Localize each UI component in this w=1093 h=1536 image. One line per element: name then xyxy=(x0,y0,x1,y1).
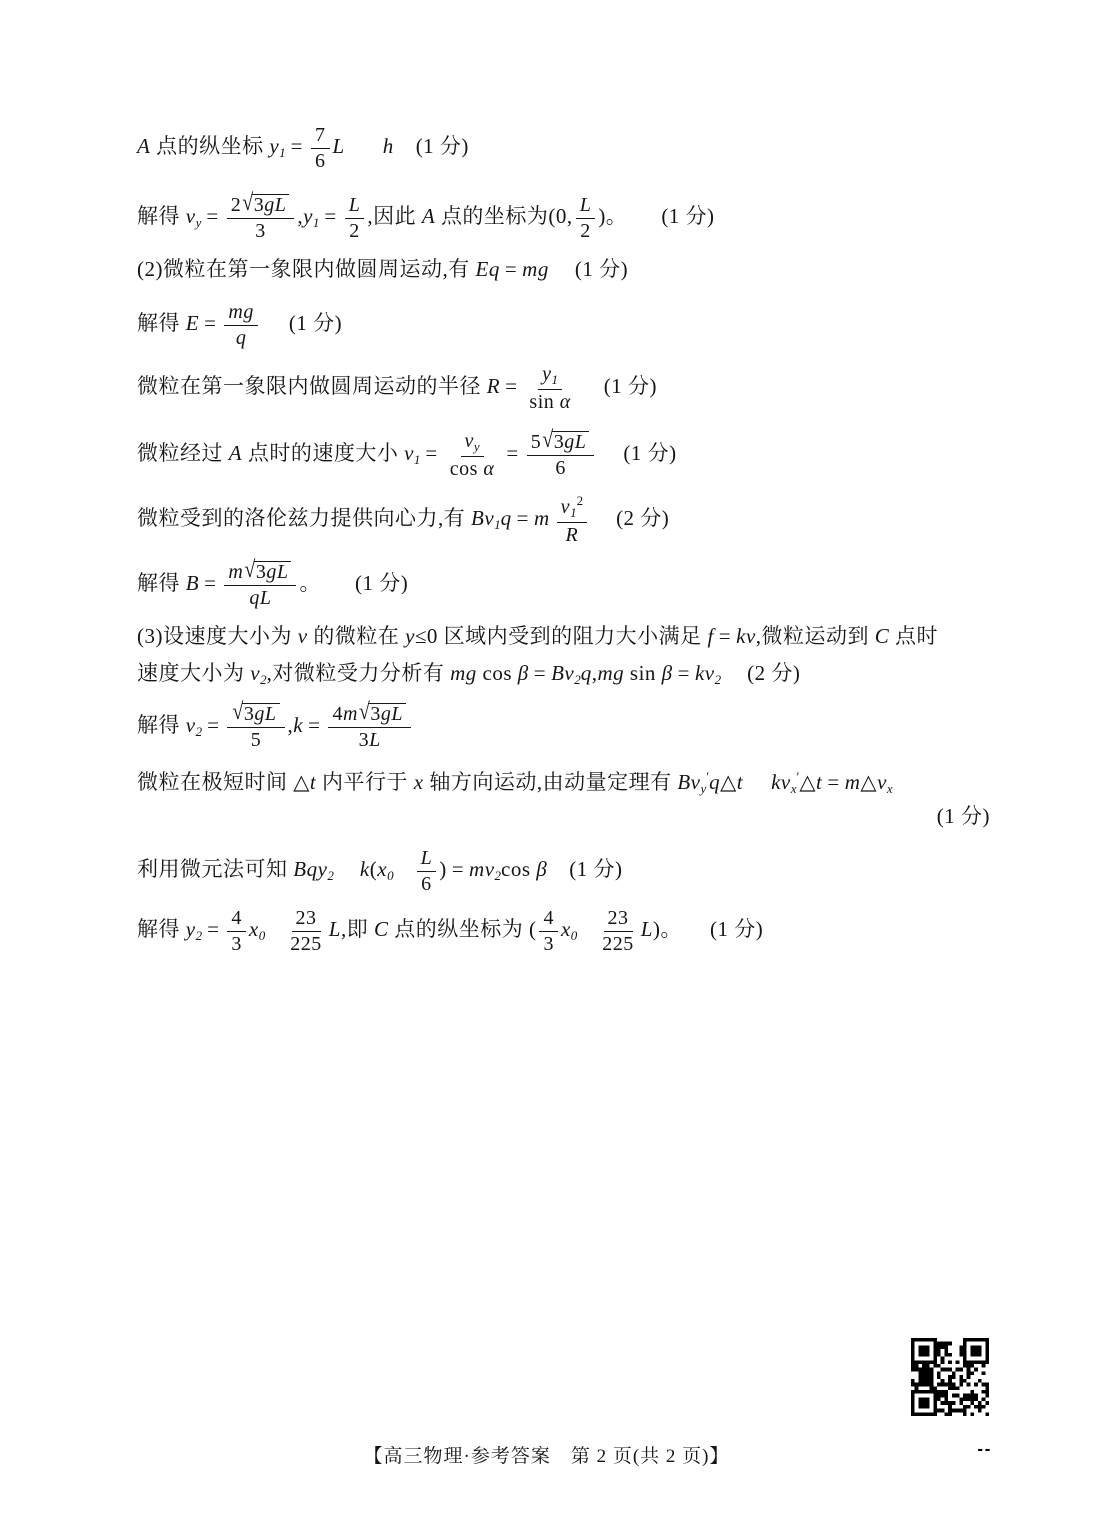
answer-line-14: 利用微元法可知 Bqy$_2$ $k(x_0$ $\frac{L}{6}$ ) = $mv_2\cos$ β (1 分) xyxy=(137,847,623,895)
radical-sign: √ xyxy=(242,190,254,217)
fraction: $\frac{L}{2}$ xyxy=(576,194,596,242)
fraction: $\frac{v_1^2}{R}$ xyxy=(557,494,587,546)
square-root: √3gL xyxy=(359,703,406,726)
page-footer: 【高三物理·参考答案 第 2 页(共 2 页)】 xyxy=(363,1446,730,1467)
fraction: $\frac{4m√3gL}{3L}$ xyxy=(328,703,411,751)
page-corner-mark: -- xyxy=(976,1442,991,1458)
fraction: $\frac{5√3gL}{6}$ xyxy=(527,431,595,479)
square-root: √3gL xyxy=(542,431,589,454)
radical-sign: √ xyxy=(244,557,256,584)
square-root: √3gL xyxy=(232,703,279,726)
answer-line-8: 解得 B = $\frac{m√3gL}{qL}$ 。 (1 分) xyxy=(137,557,409,609)
qr-code xyxy=(911,1338,989,1416)
answer-line-4: 解得 E = $\frac{mg}{q}$ (1 分) xyxy=(137,301,343,349)
radical-sign: √ xyxy=(358,699,371,726)
answer-line-13: (1 分) xyxy=(936,804,990,828)
fraction: $\frac{4}{3}$ xyxy=(227,907,246,955)
fraction: $\frac{m√3gL}{qL}$ xyxy=(224,561,296,609)
answer-line-5: 微粒在第一象限内做圆周运动的半径 R = $\frac{y_1}{\text{sin α}}$ (1 分) xyxy=(137,363,658,413)
answer-line-1: A 点的纵坐标 $y_1$ = $\frac{7}{6}$ L h (1 分) xyxy=(137,124,469,172)
answer-line-3: (2)微粒在第一象限内做圆周运动,有 Eq = mg (1 分) xyxy=(137,257,629,281)
fraction: $\frac{2√3gL}{3}$ xyxy=(227,194,295,242)
fraction: $\frac{23}{225}$ xyxy=(602,907,634,955)
radical-sign: √ xyxy=(232,699,244,726)
fraction: $\frac{23}{225}$ xyxy=(290,907,322,955)
answer-line-15: 解得 $y_2$ = $\frac{4}{3}$ $x_0$ $\frac{23}{225}$ L,即 C 点的纵坐标为 ( $\frac{4}{3}$ $x_0$ $\frac{23}{225}$ L)。 (1 分) xyxy=(137,907,764,955)
answer-line-7: 微粒受到的洛伦兹力提供向心力,有 $Bv_1q = m$ $\frac{v_1^2}{R}$ (2 分) xyxy=(137,493,670,546)
fraction: $\frac{7}{6}$ xyxy=(311,124,330,172)
square-root: √3gL xyxy=(242,194,289,217)
fraction: $\frac{y_1}{\text{sin α}}$ xyxy=(529,363,571,413)
answer-line-6: 微粒经过 A 点时的速度大小 $v_1$ = $\frac{v_y}{\text{cos α}}$ = $\frac{5√3gL}{6}$ (1 分) xyxy=(137,427,677,480)
fraction: $\frac{L}{6}$ xyxy=(417,847,437,895)
square-root: √3gL xyxy=(244,561,291,584)
answer-line-10: 速度大小为 $v_2$,对微粒受力分析有 mg $\cos \beta = Bv_2q,mg$ $\sin \beta = kv_2$ (2 分) xyxy=(137,661,801,687)
fraction: $\frac{mg}{q}$ xyxy=(224,301,257,349)
fraction: $\frac{v_y}{\text{cos α}}$ xyxy=(449,430,495,480)
radical-sign: √ xyxy=(542,427,554,454)
answer-line-12: 微粒在极短时间 △t 内平行于 x 轴方向运动,由动量定理有 $Bv_y'q\triangle t$ $kv_x'\triangle t$ = $m\triangle v_x$ xyxy=(137,769,893,796)
fraction: $\frac{√3gL}{5}$ xyxy=(227,703,284,751)
fraction: $\frac{4}{3}$ xyxy=(539,907,558,955)
answer-line-2: 解得 $v_y$ = $\frac{2√3gL}{3}$ $,y_1$ = $\frac{L}{2}$ ,因此 A 点的坐标为(0, $\frac{L}{2}$ )。 (1 分) xyxy=(137,190,715,242)
answer-line-11: 解得 $v_2$ = $\frac{√3gL}{5}$ ,k = $\frac{4m√3gL}{3L}$ xyxy=(137,694,414,763)
answer-line-9: (3)设速度大小为 v 的微粒在 y≤0 区域内受到的阻力大小满足 f = kv,微粒运动到 C 点时 xyxy=(137,624,939,648)
fraction: $\frac{L}{2}$ xyxy=(345,194,365,242)
